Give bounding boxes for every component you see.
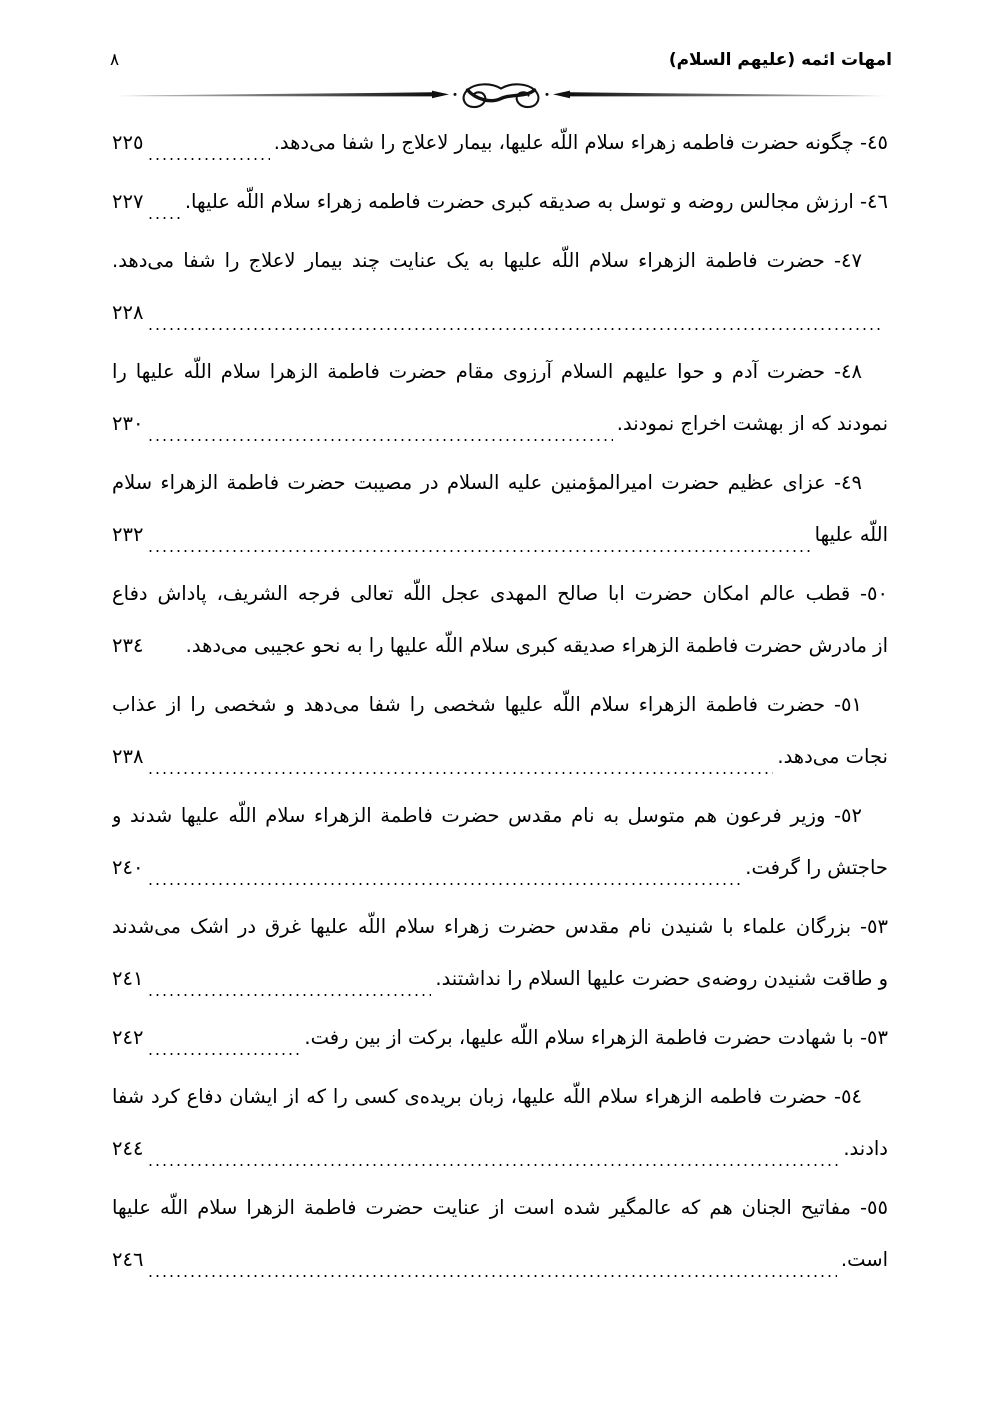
toc-entry-line bbox=[112, 118, 888, 170]
toc-page-number: ٢٢٥ bbox=[112, 131, 144, 154]
toc-entry-text: ٥١- حضرت فاطمة الزهراء سلام اللّه علیها شخصی را شفا می‌دهد و شخصی را از عذاب bbox=[112, 693, 862, 716]
toc-entry-text-continued: حاجتش را گرفت. bbox=[745, 856, 888, 879]
toc-entry-line bbox=[112, 1013, 888, 1065]
toc-entry[interactable] bbox=[112, 236, 888, 340]
toc-entry-text: ٥٠- قطب عالم امکان حضرت ابا صالح المهدی عجل اللّه تعالی فرجه الشریف، پاداش دفاع bbox=[112, 582, 888, 605]
toc-entry[interactable] bbox=[112, 569, 888, 673]
toc-entry-text-continued: از مادرش حضرت فاطمة الزهراء صدیقه کبری سلام اللّه علیها را به نحو عجیبی می‌دهد. bbox=[185, 634, 888, 657]
dot-leader bbox=[147, 882, 741, 886]
toc-entry-line bbox=[112, 1072, 888, 1124]
toc-entry[interactable] bbox=[112, 177, 888, 229]
dot-leader bbox=[147, 1274, 836, 1278]
dot-leader bbox=[147, 549, 810, 553]
dot-leader bbox=[147, 157, 269, 161]
toc-entry[interactable] bbox=[112, 347, 888, 451]
toc-entry-line bbox=[112, 399, 888, 451]
toc-entry[interactable] bbox=[112, 1013, 888, 1065]
toc-entry-line bbox=[112, 843, 888, 895]
toc-entry-text-continued: و طاقت شنیدن روضه‌ی حضرت علیها السلام را نداشتند. bbox=[435, 967, 888, 990]
toc-entry-line bbox=[112, 510, 888, 562]
toc-entry-line bbox=[112, 954, 888, 1006]
dot-leader bbox=[147, 1163, 839, 1167]
toc-entry-line bbox=[112, 458, 888, 510]
dot-leader bbox=[147, 327, 884, 331]
toc-page-number: ٢٤٦ bbox=[112, 1248, 144, 1271]
toc-entry-text: ٥٥- مفاتیح الجنان هم که عالمگیر شده است از عنایت حضرت فاطمة الزهرا سلام اللّه علیها bbox=[112, 1196, 888, 1219]
toc-entry-line bbox=[112, 1183, 888, 1235]
ornamental-flourish-divider-icon bbox=[110, 78, 892, 112]
toc-page-number: ٢٤٢ bbox=[112, 1026, 144, 1049]
toc-entry[interactable] bbox=[112, 458, 888, 562]
dot-leader bbox=[147, 993, 431, 997]
leader-gap bbox=[147, 660, 181, 664]
toc-entry[interactable] bbox=[112, 1183, 888, 1287]
toc-entry-text-continued: اللّه علیها bbox=[814, 523, 888, 546]
table-of-contents bbox=[112, 118, 888, 1294]
toc-entry-line bbox=[112, 732, 888, 784]
toc-entry[interactable] bbox=[112, 791, 888, 895]
page-title: امهات ائمه (علیهم السلام) bbox=[668, 50, 892, 70]
toc-entry[interactable] bbox=[112, 680, 888, 784]
toc-entry-text-continued: است. bbox=[840, 1248, 888, 1271]
toc-entry-text-continued: نجات می‌دهد. bbox=[777, 745, 888, 768]
folio-number: ٨ bbox=[110, 50, 120, 70]
toc-page-number: ٢٣٢ bbox=[112, 523, 144, 546]
toc-page-number: ٢٢٧ bbox=[112, 190, 144, 213]
running-head bbox=[110, 46, 892, 76]
toc-entry-text: ٤٨- حضرت آدم و حوا علیهم السلام آرزوی مقام حضرت فاطمة الزهرا سلام اللّه علیها را bbox=[112, 360, 862, 383]
toc-page-number: ٢٤٤ bbox=[112, 1137, 144, 1160]
toc-entry-text: ٥٣- بزرگان علماء با شنیدن نام مقدس حضرت زهراء سلام اللّه علیها غرق در اشک می‌شدند bbox=[112, 915, 888, 938]
dot-leader bbox=[147, 1052, 300, 1056]
toc-page-number: ٢٣٠ bbox=[112, 412, 144, 435]
toc-entry-text-continued: نمودند که از بهشت اخراج نمودند. bbox=[616, 412, 888, 435]
dot-leader bbox=[147, 438, 612, 442]
toc-entry-text: ٤٦- ارزش مجالس روضه و توسل به صدیقه کبری حضرت فاطمه زهراء سلام اللّه علیها. bbox=[184, 190, 888, 213]
toc-entry-line bbox=[112, 236, 888, 288]
toc-entry-line bbox=[112, 902, 888, 954]
toc-entry[interactable] bbox=[112, 118, 888, 170]
toc-entry-line bbox=[112, 569, 888, 621]
toc-entry-line bbox=[112, 288, 888, 340]
dot-leader bbox=[147, 771, 773, 775]
toc-entry-line bbox=[112, 177, 888, 229]
toc-page-number: ٢٣٤ bbox=[112, 634, 144, 657]
toc-entry-text: ٥٤- حضرت فاطمه الزهراء سلام اللّه علیها، زبان بریده‌ی کسی را که از ایشان دفاع کرد شفا bbox=[112, 1085, 862, 1108]
toc-page-number: ٢٢٨ bbox=[112, 301, 144, 324]
toc-entry-text: ٤٧- حضرت فاطمة الزهراء سلام اللّه علیها به یک عنایت چند بیمار لاعلاج را شفا می‌دهد. bbox=[112, 249, 862, 272]
toc-entry-text: ٤٥- چگونه حضرت فاطمه زهراء سلام اللّه علیها، بیمار لاعلاج را شفا می‌دهد. bbox=[273, 131, 888, 154]
toc-page-number: ٢٤٠ bbox=[112, 856, 144, 879]
toc-page-number: ٢٣٨ bbox=[112, 745, 144, 768]
toc-entry-text: ٥٢- وزیر فرعون هم متوسل به نام مقدس حضرت فاطمة الزهراء سلام اللّه علیها شدند و bbox=[112, 804, 862, 827]
dot-leader bbox=[147, 216, 180, 220]
toc-entry-line bbox=[112, 621, 888, 673]
toc-entry-line bbox=[112, 1235, 888, 1287]
toc-entry-line bbox=[112, 347, 888, 399]
toc-entry-line bbox=[112, 1124, 888, 1176]
toc-entry-line bbox=[112, 791, 888, 843]
toc-entry-line bbox=[112, 680, 888, 732]
toc-entry-text: ٤٩- عزای عظیم حضرت امیرالمؤمنین علیه السلام در مصیبت حضرت فاطمة الزهراء سلام bbox=[112, 471, 862, 494]
toc-entry-text: ٥٣- با شهادت حضرت فاطمة الزهراء سلام اللّه علیها، برکت از بین رفت. bbox=[304, 1026, 888, 1049]
toc-entry[interactable] bbox=[112, 1072, 888, 1176]
toc-entry[interactable] bbox=[112, 902, 888, 1006]
toc-entry-text-continued: دادند. bbox=[843, 1137, 888, 1160]
toc-page-number: ٢٤١ bbox=[112, 967, 144, 990]
